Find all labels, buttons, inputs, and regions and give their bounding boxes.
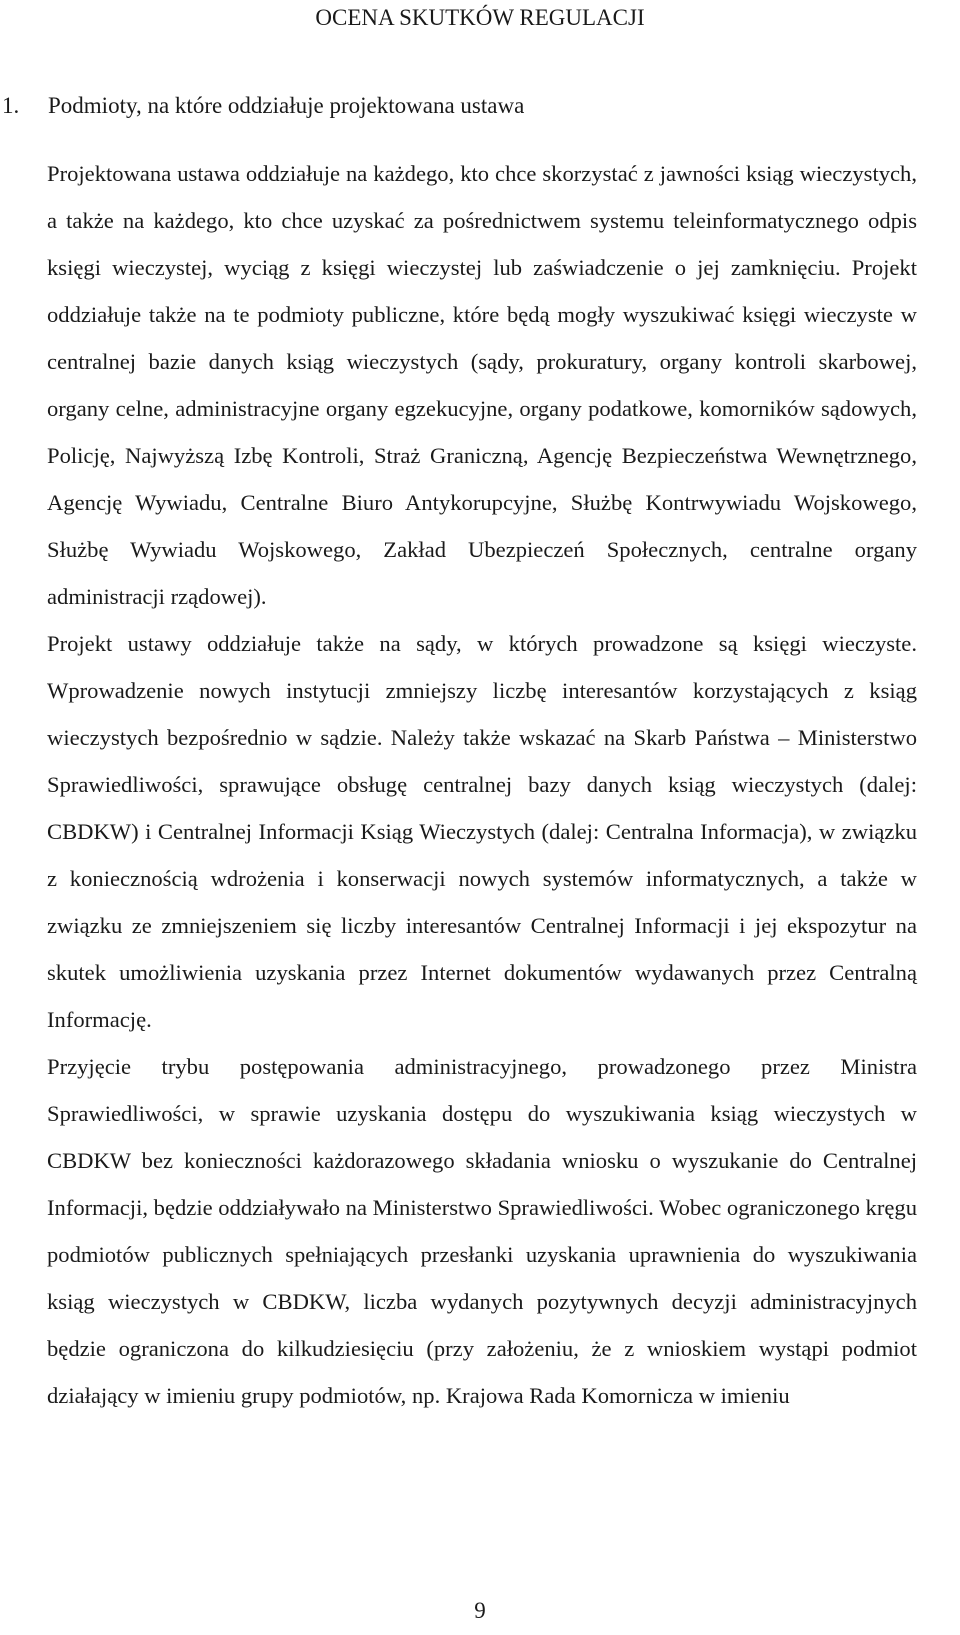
document-title: OCENA SKUTKÓW REGULACJI	[315, 5, 645, 30]
section-title: Podmioty, na które oddziałuje projektowana ustawa	[48, 93, 525, 118]
paragraph-administrative-procedure: Przyjęcie trybu postępowania administracyjnego, prowadzonego przez Ministra Sprawiedliwości, w sprawie uzyskania dostępu do wyszukiwania ksiąg wieczystych w CBDKW bez konieczności każdorazowego składania wniosku o wyszukanie do Centralnej Informacji, będzie oddziaływało na Ministerstwo Sprawiedliwości. Wobec ograniczonego kręgu podmiotów publicznych spełniających przesłanki uzyskania uprawnienia do wyszukiwania ksiąg wieczystych w CBDKW, liczba wydanych pozytywnych decyzji administracyjnych będzie ograniczona do kilkudziesięciu (przy założeniu, że z wnioskiem wystąpi podmiot działający w imieniu grupy podmiotów, np. Krajowa Rada Komornicza w imieniu	[47, 1054, 917, 1408]
page-number: 9	[474, 1598, 486, 1623]
section-body	[47, 150, 917, 1419]
paragraph-affected-entities: Projektowana ustawa oddziałuje na każdego, kto chce skorzystać z jawności ksiąg wieczystych, a także na każdego, kto chce uzyskać za pośrednictwem systemu teleinformatycznego odpis księgi wieczystej, wyciąg z księgi wieczystej lub zaświadczenie o jej zamknięciu. Projekt oddziałuje także na te podmioty publiczne, które będą mogły wyszukiwać księgi wieczyste w centralnej bazie danych ksiąg wieczystych (sądy, prokuratury, organy kontroli skarbowej, organy celne, administracyjne organy egzekucyjne, organy podatkowe, komorników sądowych, Policję, Najwyższą Izbę Kontroli, Straż Graniczną, Agencję Bezpieczeństwa Wewnętrznego, Agencję Wywiadu, Centralne Biuro Antykorupcyjne, Służbę Kontrwywiadu Wojskowego, Służbę Wywiadu Wojskowego, Zakład Ubezpieczeń Społecznych, centralne organy administracji rządowej).	[47, 161, 917, 609]
section-number: 1.	[2, 93, 20, 118]
paragraph-courts-and-ministry: Projekt ustawy oddziałuje także na sądy, w których prowadzone są księgi wieczyste. Wprowadzenie nowych instytucji zmniejszy liczbę interesantów korzystających z ksiąg wieczystych bezpośrednio w sądzie. Należy także wskazać na Skarb Państwa – Ministerstwo Sprawiedliwości, sprawujące obsługę centralnej bazy danych ksiąg wieczystych (dalej: CBDKW) i Centralnej Informacji Ksiąg Wieczystych (dalej: Centralna Informacja), w związku z koniecznością wdrożenia i konserwacji nowych systemów informatycznych, a także w związku ze zmniejszeniem się liczby interesantów Centralnej Informacji i jej ekspozytur na skutek umożliwienia uzyskania przez Internet dokumentów wydawanych przez Centralną Informację.	[47, 631, 917, 1032]
